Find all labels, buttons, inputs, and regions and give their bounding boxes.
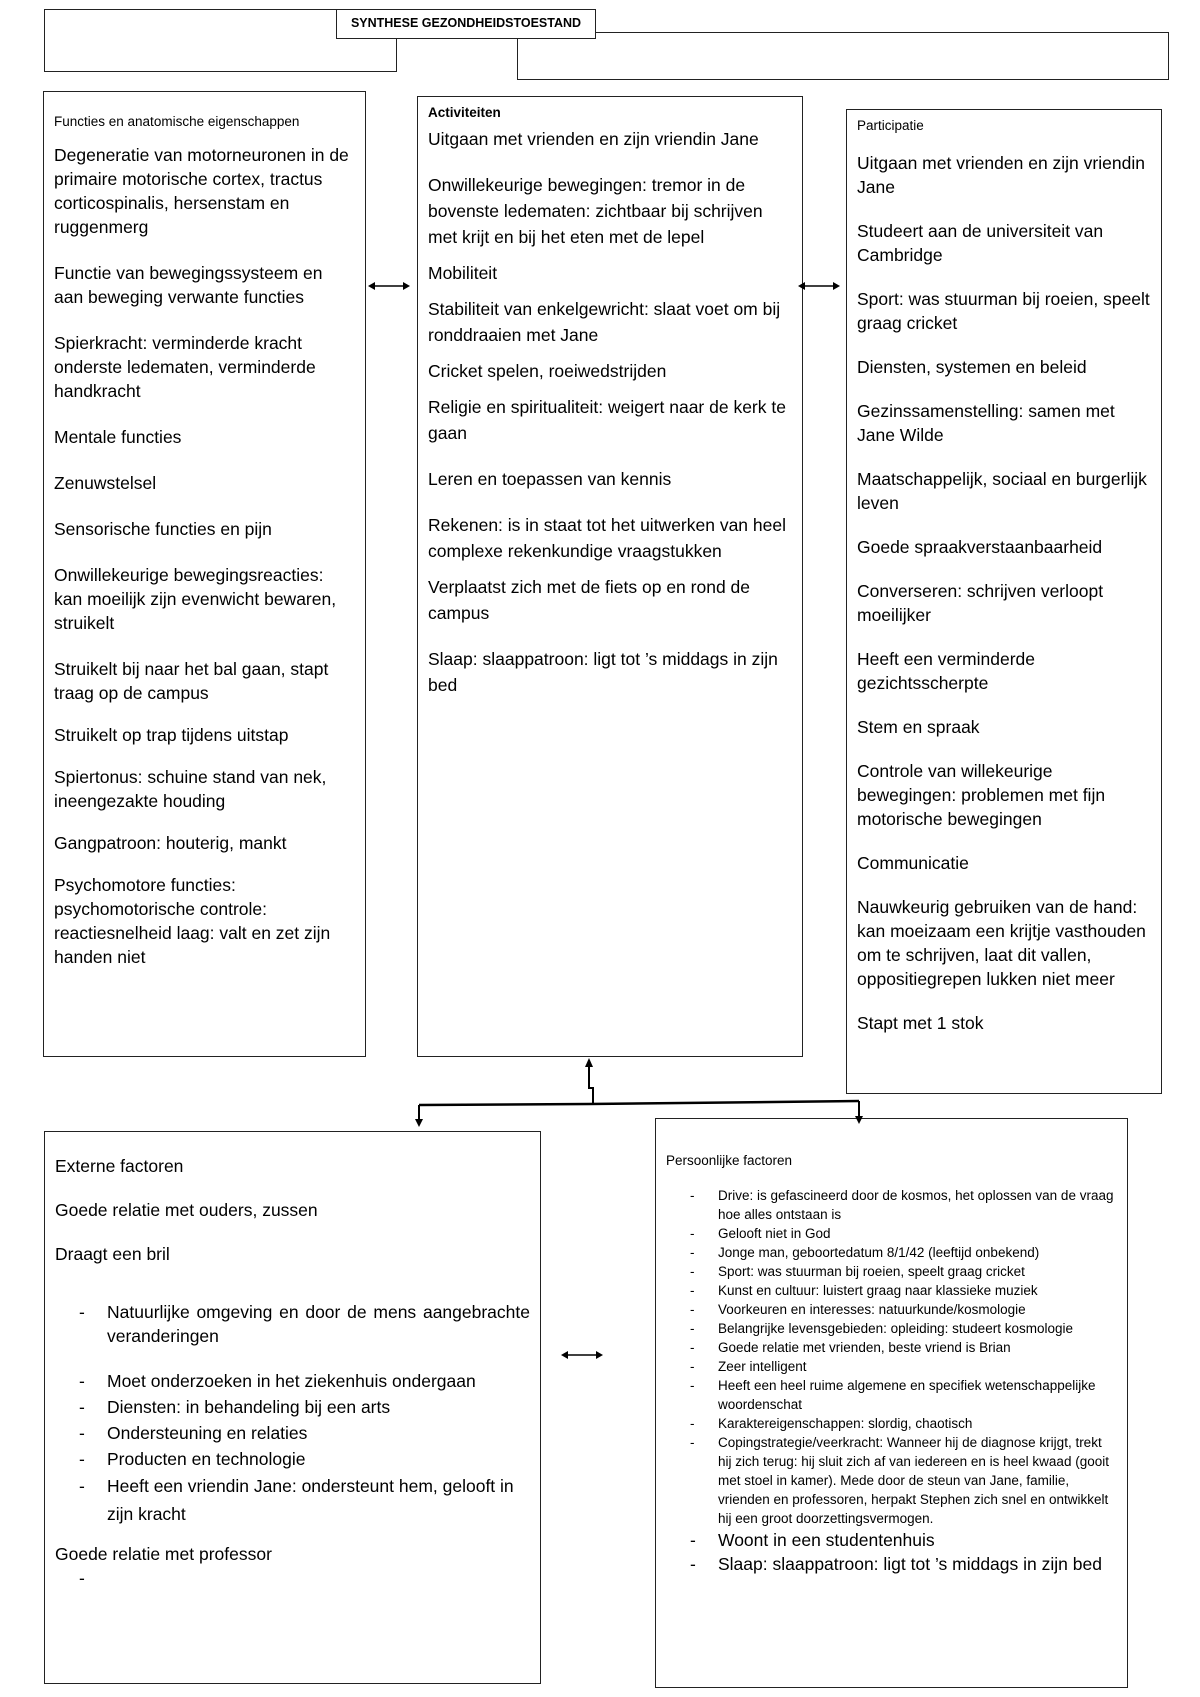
list-item: - Heeft een vriendin Jane: ondersteunt hem, gelooft in zijn kracht — [55, 1472, 530, 1528]
list-item: Functie van bewegingssysteem en aan beweging verwante functies — [54, 263, 323, 307]
list-item: Heeft een verminderde gezichtsscherpte — [857, 649, 1036, 693]
activities-box — [417, 96, 803, 1057]
list-item: Diensten, systemen en beleid — [857, 357, 1087, 377]
branch-connector-icon — [400, 1055, 880, 1131]
list-item: - Goede relatie met vrienden, beste vriend is Brian — [666, 1338, 1117, 1357]
list-item: Communicatie — [857, 853, 969, 873]
list-item: Struikelt bij naar het bal gaan, stapt traag op de campus — [54, 659, 329, 703]
list-item: Controle van willekeurige bewegingen: problemen met fijn motorische bewegingen — [857, 761, 1106, 829]
list-item: - Woont in een studentenhuis — [666, 1528, 1117, 1552]
external-top — [55, 1154, 530, 1266]
list-item: - Slaap: slaappatroon: ligt tot ’s middags in zijn bed — [666, 1552, 1117, 1576]
list-item: Stapt met 1 stok — [857, 1013, 984, 1033]
list-item: Studeert aan de universiteit van Cambridge — [857, 221, 1104, 265]
list-item: Stabiliteit van enkelgewricht: slaat voet om bij ronddraaien met Jane — [428, 299, 781, 345]
list-item: Sensorische functies en pijn — [54, 519, 272, 539]
list-item: Struikelt op trap tijdens uitstap — [54, 725, 289, 745]
list-item: Mentale functies — [54, 427, 182, 447]
list-item: - Ondersteuning en relaties — [55, 1420, 530, 1446]
list-item: - Producten en technologie — [55, 1446, 530, 1472]
list-item: Converseren: schrijven verloopt moeilijker — [857, 581, 1104, 625]
external-bottom: Goede relatie met professor — [55, 1544, 272, 1564]
list-item: - Gelooft niet in God — [666, 1224, 1117, 1243]
list-item: Spiertonus: schuine stand van nek, ineengezakte houding — [54, 767, 327, 811]
list-item: Gezinssamenstelling: samen met Jane Wilde — [857, 401, 1115, 445]
list-item: - Diensten: in behandeling bij een arts — [55, 1394, 530, 1420]
external-list-b — [55, 1368, 530, 1528]
list-item: Uitgaan met vrienden en zijn vriendin Jane — [428, 129, 759, 149]
list-item: Externe factoren — [55, 1156, 184, 1176]
diagnosis-box — [517, 32, 1169, 80]
list-item: Draagt een bril — [55, 1244, 170, 1264]
list-item: - Heeft een heel ruime algemene en specifiek wetenschappelijke woordenschat — [666, 1376, 1117, 1414]
external-factors-box — [44, 1131, 541, 1684]
list-item: Onwillekeurige bewegingsreacties: kan moeilijk zijn evenwicht bewaren, struikelt — [54, 565, 337, 633]
list-item: - Natuurlijke omgeving en door de mens aangebrachte veranderingen — [55, 1300, 530, 1348]
participation-box — [846, 109, 1162, 1094]
list-item: - Zeer intelligent — [666, 1357, 1117, 1376]
list-item: - Sport: was stuurman bij roeien, speelt graag cricket — [666, 1262, 1117, 1281]
external-trailing-dash: - — [79, 1568, 85, 1588]
list-item: - Kunst en cultuur: luistert graag naar klassieke muziek — [666, 1281, 1117, 1300]
list-item: Degeneratie van motorneuronen in de primaire motorische cortex, tractus corticospinalis, hersenstam en ruggenmerg — [54, 145, 349, 237]
functions-list — [54, 143, 355, 969]
diagram-title: SYNTHESE GEZONDHEIDSTOESTAND — [336, 9, 596, 39]
functions-box — [43, 91, 366, 1057]
list-item: Sport: was stuurman bij roeien, speelt graag cricket — [857, 289, 1150, 333]
list-item: Verplaatst zich met de fiets op en rond de campus — [428, 577, 750, 623]
personal-heading: Persoonlijke factoren — [666, 1153, 793, 1168]
list-item: Slaap: slaappatroon: ligt tot ’s middags in zijn bed — [428, 649, 778, 695]
list-item: Nauwkeurig gebruiken van de hand: kan moeizaam een krijtje vasthouden om te schrijven, laat dit vallen, oppositiegrepen lukken niet meer — [857, 897, 1146, 989]
double-arrow-icon — [796, 276, 842, 296]
list-item: - Drive: is gefascineerd door de kosmos, het oplossen van de vraag hoe alles ontstaan is — [666, 1186, 1117, 1224]
list-item: Cricket spelen, roeiwedstrijden — [428, 361, 667, 381]
list-item: - Voorkeuren en interesses: natuurkunde/kosmologie — [666, 1300, 1117, 1319]
list-item: - Belangrijke levensgebieden: opleiding: studeert kosmologie — [666, 1319, 1117, 1338]
personal-list — [666, 1186, 1117, 1528]
double-arrow-icon — [559, 1345, 605, 1365]
double-arrow-icon — [366, 276, 412, 296]
external-list-a — [55, 1300, 530, 1348]
list-item: Rekenen: is in staat tot het uitwerken van heel complexe rekenkundige vraagstukken — [428, 515, 786, 561]
list-item: Uitgaan met vrienden en zijn vriendin Jane — [857, 153, 1145, 197]
list-item: - Moet onderzoeken in het ziekenhuis ondergaan — [55, 1368, 530, 1394]
list-item: Religie en spiritualiteit: weigert naar de kerk te gaan — [428, 397, 786, 443]
activities-heading: Activiteiten — [428, 105, 501, 120]
list-item: - Jonge man, geboortedatum 8/1/42 (leeftijd onbekend) — [666, 1243, 1117, 1262]
participation-list — [857, 151, 1151, 1035]
list-item: - Copingstrategie/veerkracht: Wanneer hij de diagnose krijgt, trekt hij zich terug: hij sluit zich af van iedereen en is heel kwaad (gooit met stoel in kamer). Mede door de steun van Jane, familie, vrienden en professoren, herpakt Stephen zich snel en ontwikkelt hij een groot doorzettingsvermogen. — [666, 1433, 1117, 1528]
list-item: Spierkracht: verminderde kracht onderste ledematen, verminderde handkracht — [54, 333, 316, 401]
list-item: Mobiliteit — [428, 263, 498, 283]
list-item: Maatschappelijk, sociaal en burgerlijk leven — [857, 469, 1147, 513]
list-item: Goede relatie met ouders, zussen — [55, 1200, 318, 1220]
personal-factors-box — [655, 1118, 1128, 1688]
list-item: - Karaktereigenschappen: slordig, chaotisch — [666, 1414, 1117, 1433]
list-item: Psychomotore functies: psychomotorische controle: reactiesnelheid laag: valt en zet zijn handen niet — [54, 875, 331, 967]
list-item: Stem en spraak — [857, 717, 980, 737]
list-item: Gangpatroon: houterig, mankt — [54, 833, 287, 853]
list-item: Goede spraakverstaanbaarheid — [857, 537, 1103, 557]
list-item: Leren en toepassen van kennis — [428, 469, 672, 489]
activities-list — [428, 126, 792, 698]
list-item: Onwillekeurige bewegingen: tremor in de bovenste ledematen: zichtbaar bij schrijven met krijt en bij het eten met de lepel — [428, 175, 763, 247]
personal-list-big — [666, 1528, 1117, 1576]
list-item: Zenuwstelsel — [54, 473, 157, 493]
participation-heading: Participatie — [857, 118, 924, 133]
functions-heading: Functies en anatomische eigenschappen — [54, 114, 300, 129]
